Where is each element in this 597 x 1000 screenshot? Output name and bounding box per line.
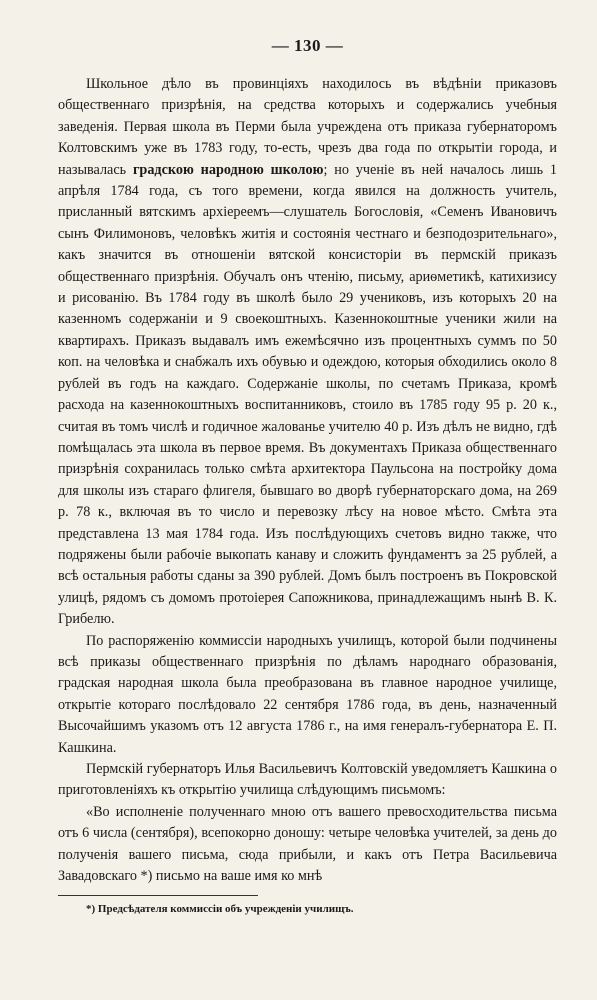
footnote: *) Предсѣдателя коммиссіи объ учрежденіи училищъ. xyxy=(86,903,354,916)
paragraph-3-text: Пермскій губернаторъ Илья Васильевичъ Колтовскій уведомляетъ Кашкина о приготовленіяхъ къ открытію училища слѣдующимъ письмомъ: xyxy=(58,761,557,799)
paragraph-3 xyxy=(58,759,557,802)
paragraph-4 xyxy=(58,802,557,888)
paragraph-1-text-b: ; но ученіе въ ней началось лишь 1 апрѣля 1784 года, съ того времени, когда явился на должность учитель, присланный вятскимъ архіереемъ—слушатель Богословія, «Семенъ Ивановичъ сынъ Филимоновъ, человѣкъ житія и состоянія честнаго и безподозрительнаго», какъ значится въ отношеніи вятской консисторіи въ пермскій приказъ общественнаго призрѣнія. Обучалъ онъ чтенію, письму, ариѳметикѣ, катихизису и рисованію. Въ 1784 году въ школѣ было 29 учениковъ, изъ которыхъ 20 на казенномъ содержаніи и 9 своекоштныхъ. Казеннокоштные ученики жили на квартирахъ. Приказъ выдавалъ имъ ежемѣсячно изъ процентныхъ суммъ по 50 коп. на человѣка и снабжалъ ихъ обувью и одеждою, которыя обходились около 8 рублей въ годъ на каждаго. Содержаніе школы, по счетамъ Приказа, кромѣ расхода на казеннокоштныхъ воспитанниковъ, стоило въ 1785 году 95 р. 20 к., считая въ томъ числѣ и годичное жалованье учителю 40 р. Изъ дѣлъ не видно, гдѣ помѣщалась эта школа въ первое время. Въ документахъ Приказа общественнаго призрѣнія сохранилась только смѣта архитектора Паульсона на постройку дома для школы изъ стараго флигеля, бывшаго во дворѣ губернаторскаго дома, на 269 р. 78 к., включая въ то число и перевозку лѣсу на новое мѣсто. Смѣта эта представлена 13 мая 1784 года. Изъ послѣдующихъ счетовъ видно также, что подряжены были рабочіе выкопать канаву и сложить фундаментъ за 25 рублей, а всѣ остальныя работы сданы за 390 рублей. Домъ былъ построенъ въ Покровской улицѣ, рядомъ съ домомъ протоіерея Сапожникова, принадлежащимъ нынѣ В. К. Грибелю. xyxy=(58,161,558,628)
page-number: — 130 — xyxy=(271,36,344,55)
paragraph-2-text: По распоряженію коммиссіи народныхъ училищъ, которой были подчинены всѣ приказы общественнаго призрѣнія по дѣламъ народнаго образованія, градская народная школа была преобразована въ главное народное училище, открытіе котораго послѣдовало 22 сентября 1786 года, въ день, назначенный Высочайшимъ указомъ отъ 12 августа 1786 г., на имя генералъ-губернатора Е. П. Кашкина. xyxy=(58,632,557,756)
paragraph-4-text: «Во исполненіе полученнаго мною отъ вашего превосходительства письма отъ 6 числа (сентября), всепокорно доношу: четыре человѣка учителей, за день до полученія вашего письма, сюда прибыли, и какъ отъ Петра Васильевича Завадовскаго *) письмо на ваше имя ко мнѣ xyxy=(58,803,557,885)
body-text xyxy=(58,74,557,887)
paragraph-2 xyxy=(58,631,557,759)
paragraph-1-text-a: Школьное дѣло въ провинціяхъ находилось въ вѣдѣніи приказовъ общественнаго призрѣнія, на средства которыхъ и содержались учебныя заведенія. Первая школа въ Перми была учреждена отъ приказа губернаторомъ Колтовскимъ уже въ 1783 году, то-есть, чрезъ два года по открытіи города, и называлась xyxy=(58,76,557,178)
paragraph-1 xyxy=(58,74,557,631)
footnote-divider xyxy=(58,895,258,896)
school-name-bold: градскою народною школою xyxy=(132,161,324,178)
